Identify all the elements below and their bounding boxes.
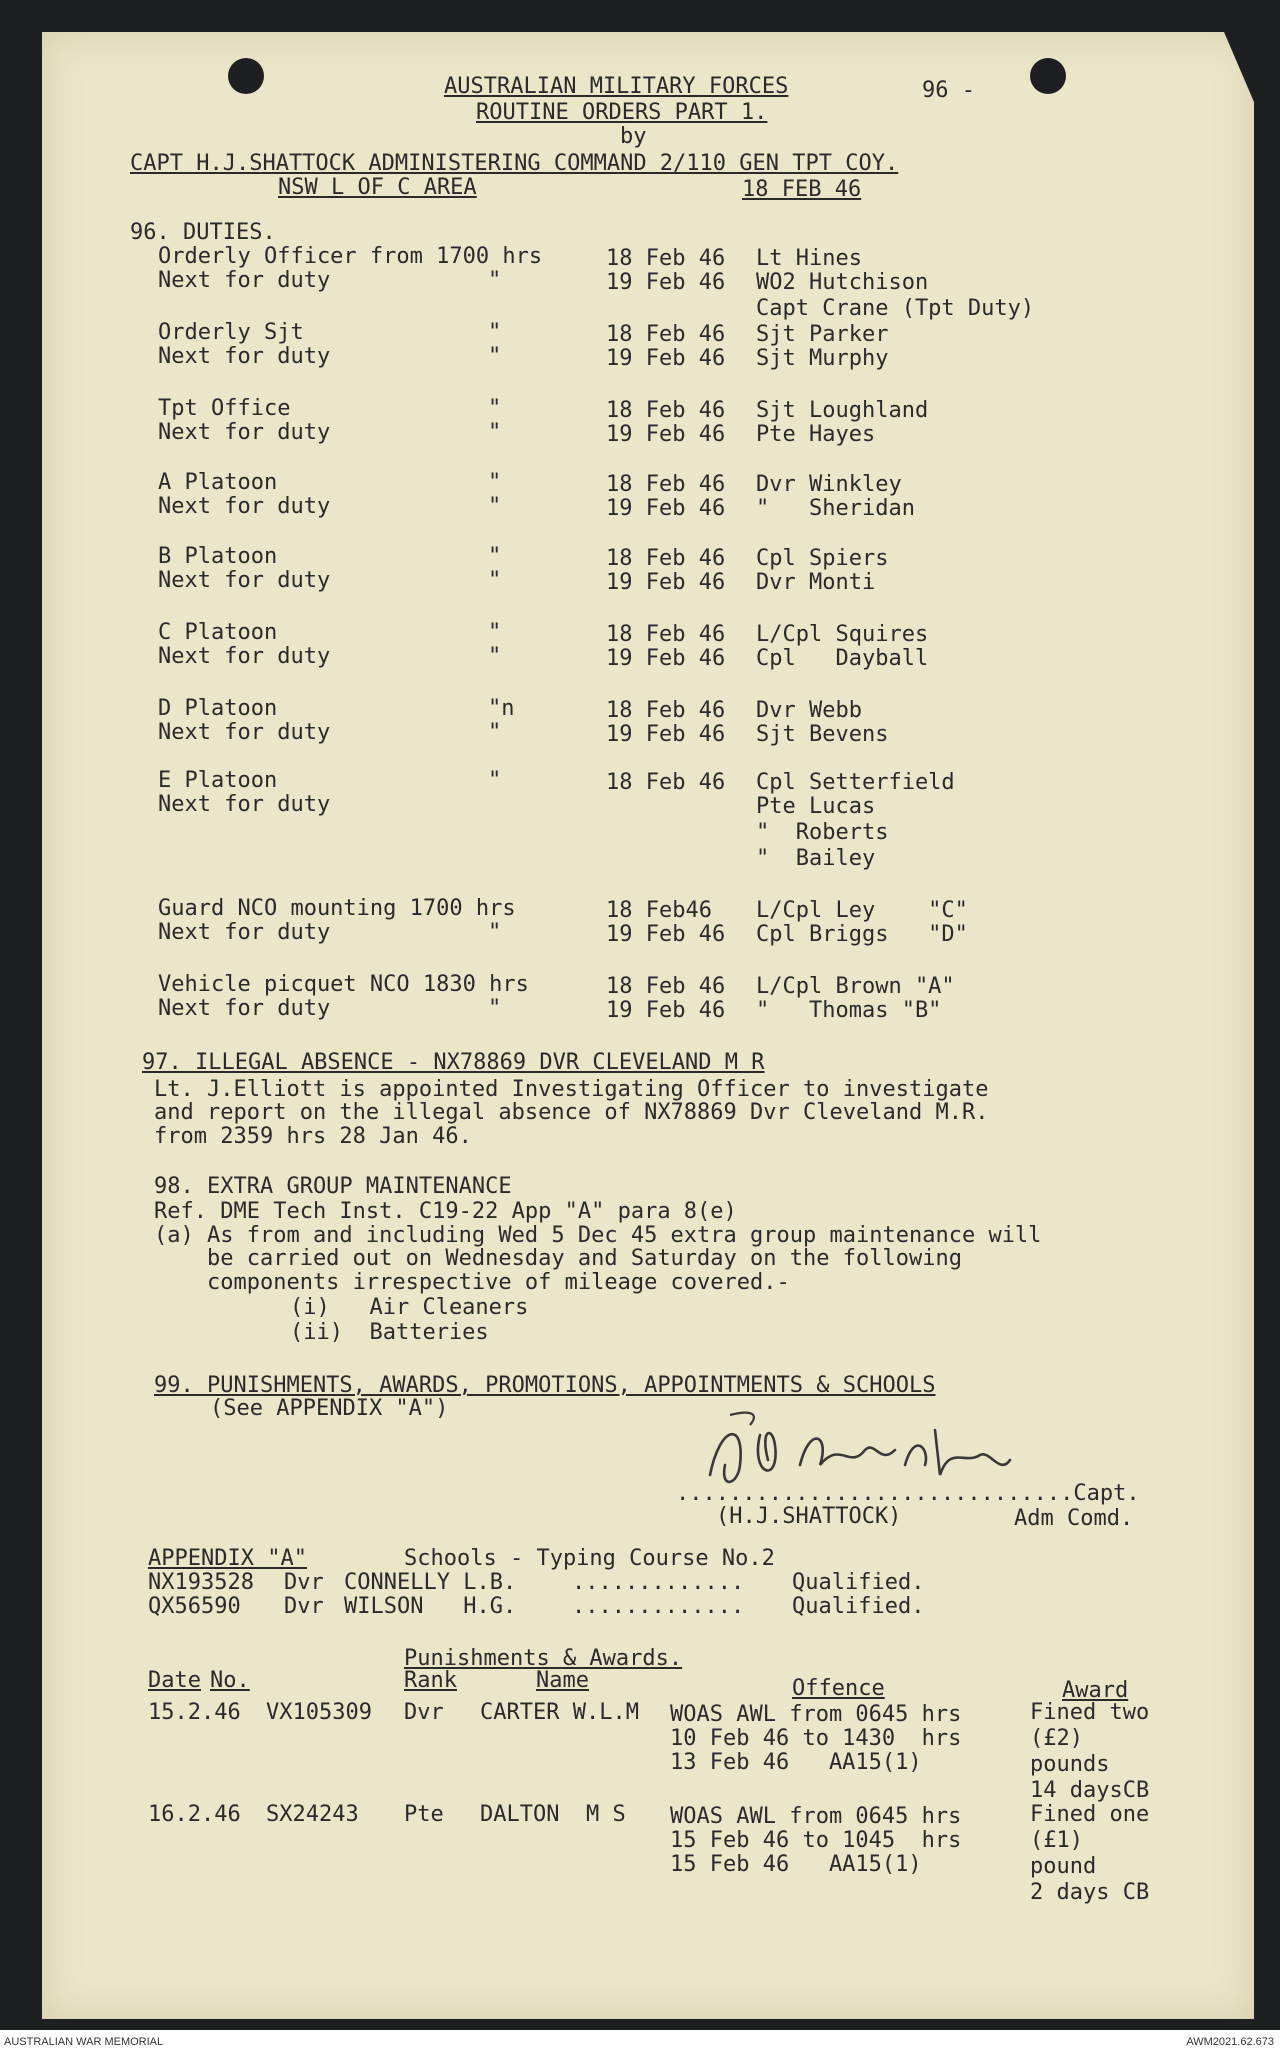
duty-label: Next for duty [158,344,331,369]
duty-person: Cpl Dayball [756,646,929,671]
duty-person: L/Cpl Squires [756,622,929,647]
punishment-rank: Pte [404,1802,444,1827]
duty-label: B Platoon [158,544,278,569]
duty-label: Orderly Sjt [158,320,304,345]
duty-person: " Sheridan [756,496,915,521]
order-date: 18 FEB 46 [742,177,862,202]
duty-label: Next for duty [158,494,331,519]
duty-date: 18 Feb 46 [606,974,726,999]
school-dots: ............. [572,1570,745,1595]
punishment-date: 15.2.46 [148,1700,241,1725]
school-dots: ............. [572,1594,745,1619]
punishment-offence-line: 15 Feb 46 to 1045 hrs [670,1828,962,1853]
folded-corner [1224,32,1254,102]
maintenance-line-1: (a) As from and including Wed 5 Dec 45 extra group maintenance will [154,1223,1042,1248]
maintenance-heading: 98. EXTRA GROUP MAINTENANCE [154,1174,512,1199]
duty-person: Dvr Winkley [756,472,902,497]
signatory-name: (H.J.SHATTOCK) [716,1504,902,1529]
duty-date: 18 Feb 46 [606,698,726,723]
punishments-heading: 99. PUNISHMENTS, AWARDS, PROMOTIONS, APPOINTMENTS & SCHOOLS [154,1373,936,1398]
punishment-award-line: (£2) [1030,1726,1083,1751]
signatory-role: Adm Comd. [1014,1506,1134,1531]
duty-date: 19 Feb 46 [606,922,726,947]
ditto-mark: " [488,568,502,593]
duty-date: 18 Feb46 [606,898,712,923]
punishment-offence-line: WOAS AWL from 0645 hrs [670,1804,962,1829]
ditto-mark: " [488,344,502,369]
punishments-awards-heading: Punishments & Awards. [404,1646,683,1671]
duty-label: Guard NCO mounting 1700 hrs [158,896,516,921]
footer-institution: AUSTRALIAN WAR MEMORIAL [4,2036,164,2048]
maintenance-ref: Ref. DME Tech Inst. C19-22 App "A" para 8(e) [154,1199,737,1224]
duty-date: 19 Feb 46 [606,722,726,747]
punishment-award-line: (£1) [1030,1828,1083,1853]
school-name: CONNELLY L.B. [344,1570,517,1595]
duty-date: 18 Feb 46 [606,472,726,497]
signature-dots-line: ..............................Capt. [676,1481,1140,1506]
punishment-offence-line: 10 Feb 46 to 1430 hrs [670,1726,962,1751]
ditto-mark: " [488,920,502,945]
duty-person: Pte Lucas [756,794,876,819]
area-line: NSW L OF C AREA [278,175,477,200]
duty-person: Pte Hayes [756,422,876,447]
punishment-award-line: 2 days CB [1030,1880,1150,1905]
school-service-no: QX56590 [148,1594,241,1619]
maintenance-item-1: (i) Air Cleaners [290,1295,529,1320]
duty-label: A Platoon [158,470,278,495]
duty-date: 18 Feb 46 [606,322,726,347]
duty-label: Next for duty [158,920,331,945]
school-result: Qualified. [792,1570,925,1595]
ditto-mark: " [488,544,502,569]
duty-label: Next for duty [158,568,331,593]
duty-person: Cpl Briggs "D" [756,922,968,947]
by-line: by [620,124,647,149]
punishment-name: DALTON M S [480,1802,626,1827]
column-rank: Rank [404,1668,457,1693]
ditto-mark: " [488,396,502,421]
duty-person: " Bailey [756,846,876,871]
punishment-award-line: 14 daysCB [1030,1778,1150,1803]
duty-label: Vehicle picquet NCO 1830 hrs [158,972,529,997]
ditto-mark: " [488,996,502,1021]
duty-person: Dvr Monti [756,570,876,595]
duty-label: Next for duty [158,996,331,1021]
duty-date: 18 Feb 46 [606,546,726,571]
duties-heading: 96. DUTIES. [130,220,276,245]
punch-hole-left [228,58,264,94]
ditto-mark: " [488,768,502,793]
maintenance-item-2: (ii) Batteries [290,1320,489,1345]
punishment-rank: Dvr [404,1700,444,1725]
duty-label: Next for duty [158,420,331,445]
appendix-heading: APPENDIX "A" [148,1546,307,1571]
duty-person: Capt Crane (Tpt Duty) [756,296,1035,321]
duty-date: 19 Feb 46 [606,270,726,295]
duty-date: 18 Feb 46 [606,398,726,423]
column-no: No. [210,1668,250,1693]
ditto-mark: " [488,320,502,345]
duty-date: 19 Feb 46 [606,346,726,371]
duty-label: C Platoon [158,620,278,645]
duty-date: 18 Feb 46 [606,246,726,271]
page-number: 96 - [922,78,975,103]
column-offence: Offence [792,1676,885,1701]
duty-date: 19 Feb 46 [606,646,726,671]
duty-date: 18 Feb 46 [606,622,726,647]
duty-label: Next for duty [158,268,331,293]
school-name: WILSON H.G. [344,1594,517,1619]
duty-label: Next for duty [158,644,331,669]
illegal-absence-heading: 97. ILLEGAL ABSENCE - NX78869 DVR CLEVELAND M R [142,1050,765,1075]
maintenance-line-2: be carried out on Wednesday and Saturday on the following [154,1246,962,1271]
duty-date: 19 Feb 46 [606,422,726,447]
duty-person: WO2 Hutchison [756,270,929,295]
punishment-name: CARTER W.L.M [480,1700,639,1725]
column-date: Date [148,1668,201,1693]
schools-heading: Schools - Typing Course No.2 [404,1546,775,1571]
duty-date: 18 Feb 46 [606,770,726,795]
duty-label: Orderly Officer from 1700 hrs [158,244,543,269]
punishment-offence-line: 15 Feb 46 AA15(1) [670,1852,922,1877]
duty-label: Tpt Office [158,396,291,421]
maintenance-line-3: components irrespective of mileage covered.- [154,1270,790,1295]
punishment-award-line: pounds [1030,1752,1110,1777]
school-service-no: NX193528 [148,1570,254,1595]
ditto-mark: " [488,720,502,745]
duty-person: Sjt Parker [756,322,889,347]
command-line: CAPT H.J.SHATTOCK ADMINISTERING COMMAND 2/110 GEN TPT COY. [130,151,899,176]
duty-date: 19 Feb 46 [606,496,726,521]
duty-date: 19 Feb 46 [606,998,726,1023]
duty-person: Dvr Webb [756,698,862,723]
duty-person: Cpl Setterfield [756,770,955,795]
punishment-award-line: Fined one [1030,1802,1150,1827]
ditto-mark: " [488,620,502,645]
duty-person: L/Cpl Brown "A" [756,974,955,999]
duty-label: Next for duty [158,792,331,817]
archive-footer [0,2030,1280,2061]
duty-person: Sjt Bevens [756,722,889,747]
illegal-absence-line-1: Lt. J.Elliott is appointed Investigating Officer to investigate [154,1077,989,1102]
punishments-note: (See APPENDIX "A") [210,1396,449,1421]
duty-label: Next for duty [158,720,331,745]
punishment-offence-line: WOAS AWL from 0645 hrs [670,1702,962,1727]
ditto-mark: "n [488,696,515,721]
duty-person: L/Cpl Ley "C" [756,898,968,923]
school-rank: Dvr [284,1570,324,1595]
column-name: Name [536,1668,589,1693]
ditto-mark: " [488,644,502,669]
document-subtitle: ROUTINE ORDERS PART 1. [476,100,768,125]
document-title: AUSTRALIAN MILITARY FORCES [444,74,789,99]
duty-label: D Platoon [158,696,278,721]
school-rank: Dvr [284,1594,324,1619]
duty-person: Sjt Loughland [756,398,929,423]
duty-person: Lt Hines [756,246,862,271]
punishment-award-line: pound [1030,1854,1097,1879]
duty-person: Cpl Spiers [756,546,889,571]
school-result: Qualified. [792,1594,925,1619]
duty-person: " Roberts [756,820,889,845]
ditto-mark: " [488,420,502,445]
footer-accession-number: AWM2021.62.673 [1186,2036,1274,2048]
duty-label: E Platoon [158,768,278,793]
punch-hole-right [1030,58,1066,94]
ditto-mark: " [488,470,502,495]
illegal-absence-line-2: and report on the illegal absence of NX78869 Dvr Cleveland M.R. [154,1100,989,1125]
duty-person: Sjt Murphy [756,346,889,371]
duty-person: " Thomas "B" [756,998,942,1023]
illegal-absence-line-3: from 2359 hrs 28 Jan 46. [154,1124,472,1149]
punishment-offence-line: 13 Feb 46 AA15(1) [670,1750,922,1775]
punishment-award-line: Fined two [1030,1700,1150,1725]
punishment-service-no: SX24243 [266,1802,359,1827]
ditto-mark: " [488,494,502,519]
duty-date: 19 Feb 46 [606,570,726,595]
punishment-date: 16.2.46 [148,1802,241,1827]
column-award: Award [1062,1678,1129,1703]
punishment-service-no: VX105309 [266,1700,372,1725]
ditto-mark: " [488,268,502,293]
